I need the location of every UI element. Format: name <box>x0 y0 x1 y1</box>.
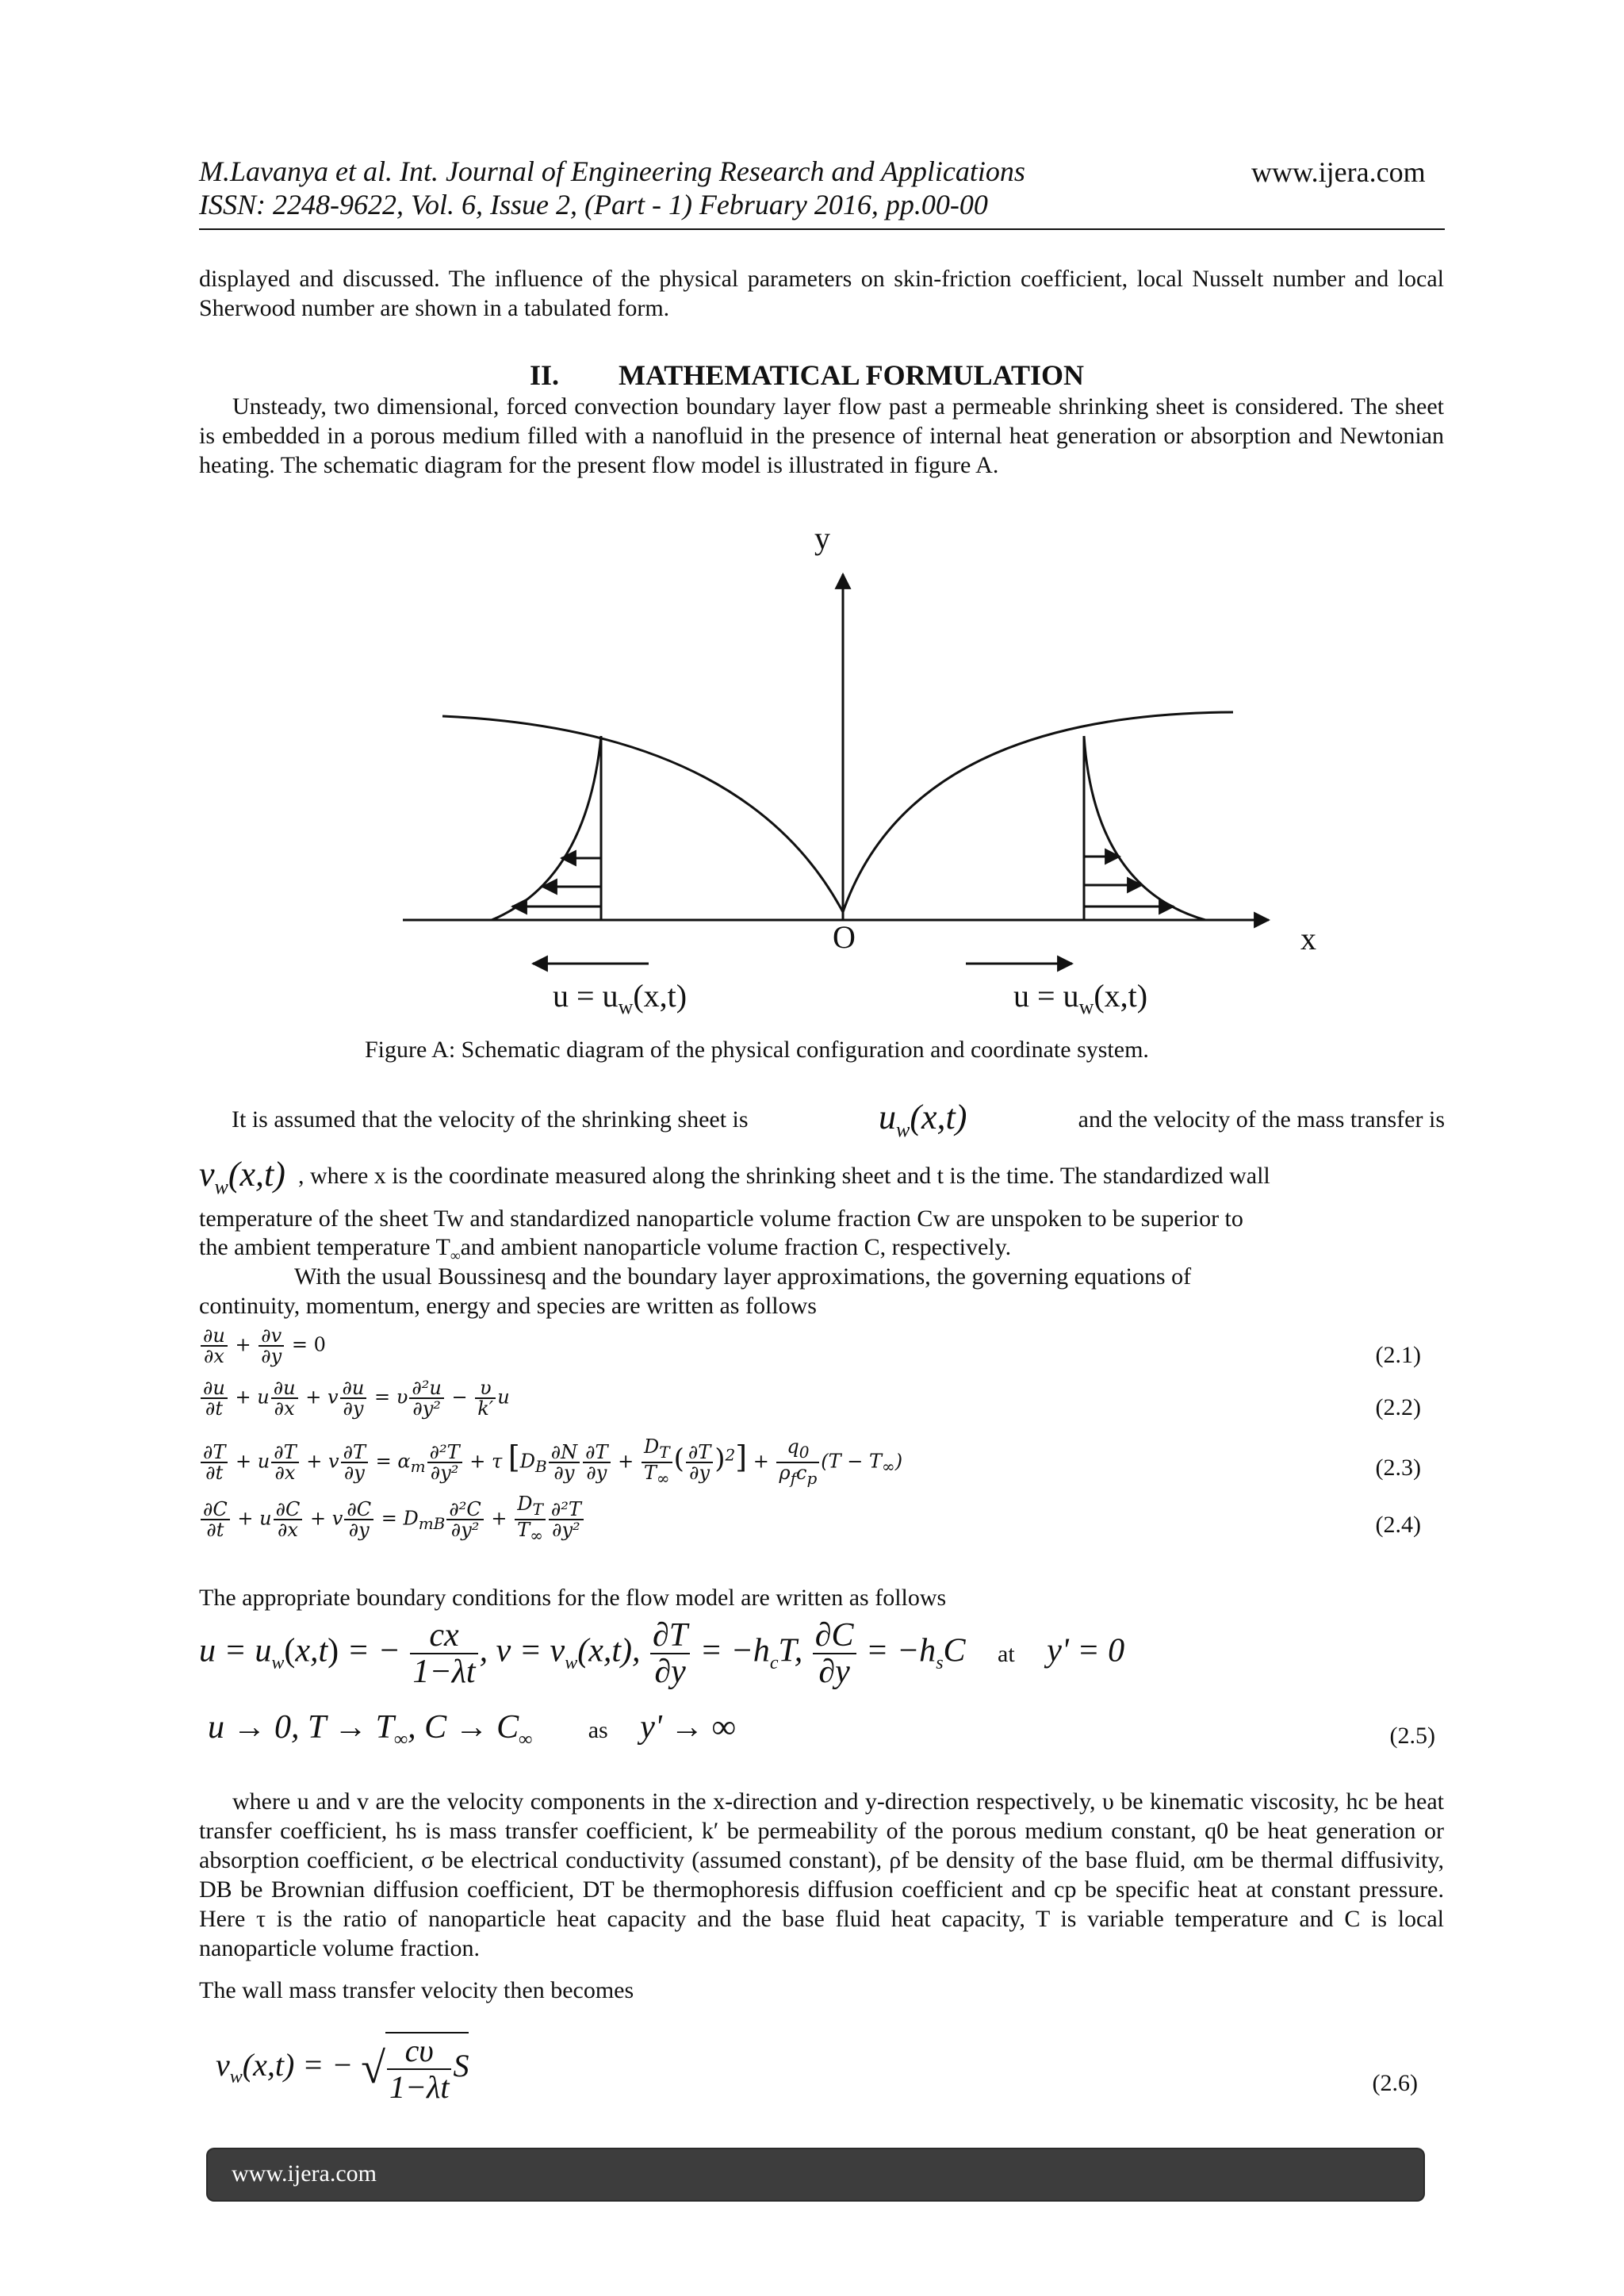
header-website: www.ijera.com <box>1251 156 1426 188</box>
boundary-condition-wall: $u = u_w(x,t)$ = − $\frac{cx}{1-\lambda t}$ , $v = v_w(x,t)$, $\frac{\partial T}{\partial y}$ = $-h_cT$, $\frac{\partial C}{\partial y}$ = $-h_sC$ at y' = 0 <box>199 1617 1125 1690</box>
equation-2-1: $\frac{\partial u}{\partial x}$ + $\frac{\partial v}{\partial y}$ = 0 <box>199 1326 326 1366</box>
uw-symbol: $u_w(x,t)$ <box>879 1098 967 1141</box>
origin-label: O <box>833 919 856 955</box>
section-title: MATHEMATICAL FORMULATION <box>619 359 1085 391</box>
right-boundary-curve <box>843 712 1233 912</box>
equation-number-2-2: (2.2) <box>1375 1394 1421 1420</box>
right-velocity-profile <box>1084 736 1205 920</box>
section-paragraph: Unsteady, two dimensional, forced convection boundary layer flow past a permeable shrinking sheet is considered. The sheet is embedded in a porous medium filled with a nanofluid in the presence of internal heat generation or absorption and Newtonian heating. The schematic diagram for the present flow model is illustrated in figure A. <box>199 393 1444 478</box>
assumption-line1b: and the velocity of the mass transfer is <box>1078 1106 1445 1133</box>
equation-number-2-6: (2.6) <box>1372 2070 1418 2096</box>
equation-2-6: $v_w(x,t)$ = − √ $\frac{c\upsilon}{1-\lambda t}$ S <box>216 2033 469 2105</box>
schematic-figure <box>0 0 1624 1031</box>
left-velocity-profile <box>492 736 601 920</box>
equation-number-2-5: (2.5) <box>1389 1723 1435 1749</box>
intro-paragraph: displayed and discussed. The influence of the physical parameters on skin-friction coefficient, local Nusselt number and local Sherwood number are shown in a tabulated form. <box>199 266 1444 321</box>
equation-2-4: $\frac{\partial C}{\partial t}$ + u $\frac{\partial C}{\partial x}$ + v $\frac{\partial C}{\partial y}$ = $D_{mB}$ $\frac{\text{∂²C}}{\text{∂y²}}$ + $\frac{D_T}{T_\infty}$ $\frac{\text{∂²T}}{\text{∂y²}}$ <box>199 1494 585 1545</box>
footer-website: www.ijera.com <box>232 2160 377 2187</box>
assumption-line4: the ambient temperature $T_\infty and$ ambient nanoparticle volume fraction C, respectively. <box>199 1234 1012 1263</box>
equation-2-3: $\frac{\partial T}{\partial t}$ + u $\frac{\partial T}{\partial x}$ + v $\frac{\partial T}{\partial y}$ = $\alpha_m$ $\frac{\text{∂²T}}{\text{∂y²}}$ + τ [$D_B$ $\frac{\partial N}{\partial y}$ $\frac{\partial T}{\partial y}$ + $\frac{D_T}{T_\infty}$ ( $\frac{\partial T}{\partial y}$ )$^2$] + $\frac{q_0}{\rho_fc_p}$ $(T - T_\infty)$ <box>199 1437 902 1488</box>
equation-2-2: $\frac{\partial u}{\partial t}$ + u $\frac{\partial u}{\partial x}$ + v $\frac{\partial u}{\partial y}$ = υ $\frac{\text{∂²u}}{\text{∂y²}}$ − $\frac{\upsilon}{k'}$ u <box>199 1378 510 1418</box>
section-number: II. <box>530 359 560 391</box>
equation-number-2-4: (2.4) <box>1375 1512 1421 1538</box>
journal-header-line2: ISSN: 2248-9622, Vol. 6, Issue 2, (Part - 1) February 2016, pp.00-00 <box>199 189 988 220</box>
assumption-line3: temperature of the sheet Tw and standardized nanoparticle volume fraction Cw are unspoken to be superior to <box>199 1205 1243 1232</box>
left-boundary-curve <box>442 716 843 912</box>
boundary-condition-infinity: u → 0, $T \to T_\infty$, $C \to C_\infty$ as y' → ∞ <box>208 1709 736 1750</box>
left-velocity-label: $u = u_w(x,t)$ <box>553 978 688 1018</box>
equation-number-2-3: (2.3) <box>1375 1455 1421 1481</box>
equation-number-2-1: (2.1) <box>1375 1342 1421 1368</box>
assumption-line1a: It is assumed that the velocity of the shrinking sheet is <box>232 1106 749 1133</box>
x-axis-label: x <box>1300 921 1316 956</box>
wall-mass-intro: The wall mass transfer velocity then becomes <box>199 1977 634 2003</box>
vw-symbol: $v_w(x,t)$ <box>199 1155 285 1198</box>
journal-header-line1: M.Lavanya et al. Int. Journal of Engineering Research and Applications <box>199 155 1025 187</box>
boussinesq-line2: continuity, momentum, energy and species are written as follows <box>199 1293 817 1319</box>
bc-intro: The appropriate boundary conditions for the flow model are written as follows <box>199 1585 947 1611</box>
y-axis-label: y <box>814 520 830 556</box>
assumption-line2: , where x is the coordinate measured along the shrinking sheet and t is the time. The standardized wall <box>298 1163 1270 1189</box>
footer-bar <box>208 2149 1423 2200</box>
boussinesq-line1: With the usual Boussinesq and the boundary layer approximations, the governing equations of <box>294 1263 1192 1290</box>
where-paragraph: where u and v are the velocity components in the x-direction and y-direction respectively, υ be kinematic viscosity, hc be heat transfer coefficient, hs is mass transfer coefficient, k′ be permeability of the porous medium constant, q0 be heat generation or absorption coefficient, σ be electrical conductivity (assumed constant), ρf be density of the base fluid, αm be thermal diffusivity, DB be Brownian diffusion coefficient, DT be thermophoresis diffusion coefficient and cp be specific heat at constant pressure. Here τ is the ratio of nanoparticle heat capacity and the base fluid heat capacity, T is variable temperature and C is local nanoparticle volume fraction. <box>199 1788 1444 1961</box>
right-velocity-label: $u = u_w(x,t)$ <box>1013 978 1148 1018</box>
figure-caption: Figure A: Schematic diagram of the physical configuration and coordinate system. <box>365 1037 1149 1063</box>
